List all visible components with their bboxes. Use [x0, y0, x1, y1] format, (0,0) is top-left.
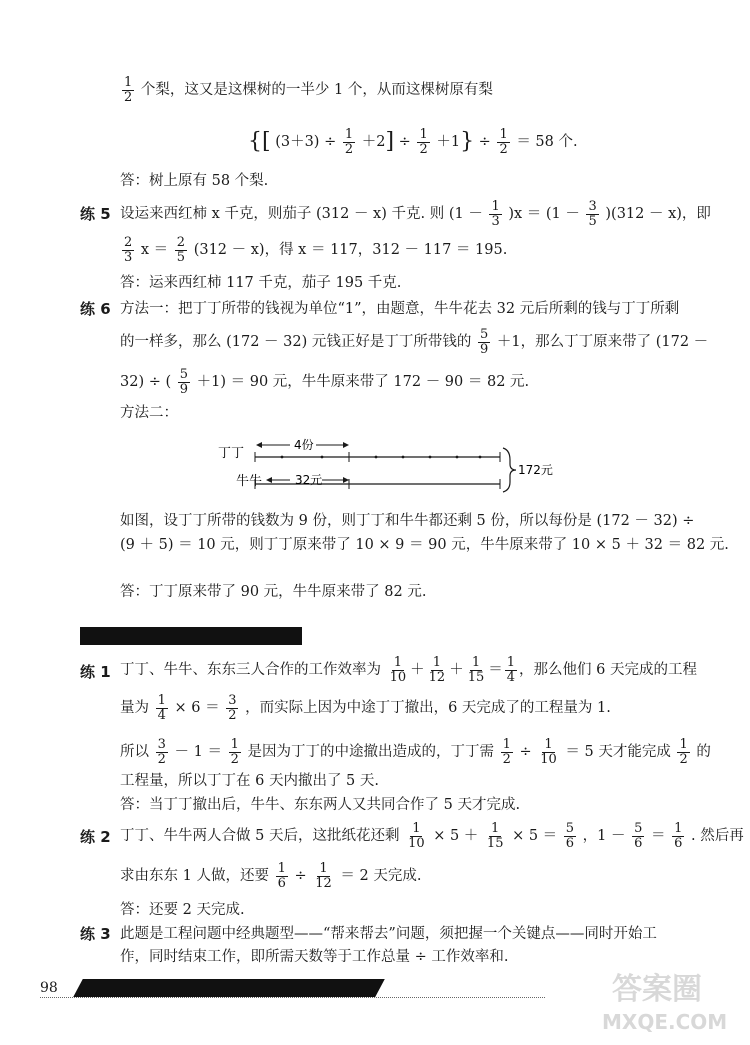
ex3-line-2: 作，同时结束工作，即所需天数等于工作总量 ÷ 工作效率和.	[120, 949, 509, 965]
total-brace	[503, 448, 516, 492]
total-label: 172元	[518, 463, 553, 477]
ex1-line-1: 丁丁、牛牛、东东三人合作的工作效率为 $\frac{1}{10}$ ＋ $\frac{1}{12}$ ＋ $\frac{1}{15}$ ＝ $\frac{1}{4}$ ，那么他们 6 天完成的工程	[120, 655, 697, 685]
formula-line: {[ (3＋3) ÷ $\frac{1}{2}$ ＋2] ÷ $\frac{1}{2}$ ＋1} ÷ $\frac{1}{2}$ ＝ 58 个.	[248, 127, 578, 157]
ex6-line-4: 如图，设丁丁所带的钱数为 9 份，则丁丁和牛牛都还剩 5 份，所以每份是 (172 － 32) ÷	[120, 513, 695, 529]
watermark-logo: 答案圈	[612, 972, 702, 1007]
ex6-line-2: 的一样多，那么 (172 － 32) 元钱正好是丁丁所带钱的 $\frac{5}{9}$ ＋1，那么丁丁原来带了 (172 －	[120, 327, 709, 357]
yuan32-label: 32元	[295, 473, 323, 487]
watermark-url: MXQE.COM	[602, 1010, 728, 1034]
ex1-line-4: 工程量，所以丁丁在 6 天内撤出了 5 天.	[120, 773, 379, 789]
ex1-answer: 答：当丁丁撤出后，牛牛、东东两人又共同合作了 5 天才完成.	[120, 797, 521, 813]
ex5-line-2: $\frac{2}{3}$ x ＝ $\frac{2}{5}$ (312 － x)，得 x ＝ 117，312 － 117 ＝ 195.	[124, 235, 508, 265]
answer-trees: 答：树上原有 58 个梨.	[120, 173, 269, 189]
ex6-answer: 答：丁丁原来带了 90 元，牛牛原来带了 82 元.	[120, 584, 427, 600]
ex6-line-5: (9 ＋ 5) ＝ 10 元，则丁丁原来带了 10 × 9 ＝ 90 元，牛牛原来带了 10 × 5 ＋ 32 ＝ 82 元.	[120, 537, 729, 553]
exercise-label: 练 6	[80, 300, 111, 318]
fraction: $\frac{1}{2}$	[124, 75, 133, 105]
exercise-label: 练 1	[80, 663, 111, 681]
ex5-answer: 答：运来西红柿 117 千克，茄子 195 千克.	[120, 275, 402, 291]
ex3-line-1: 此题是工程问题中经典题型——“帮来帮去”问题，须把握一个关键点——同时开始工	[120, 926, 657, 942]
ex6-line-3: 32) ÷ ( $\frac{5}{9}$ ＋1) ＝ 90 元，牛牛原来带了 172 － 90 ＝ 82 元.	[120, 367, 530, 397]
section-banner	[80, 627, 302, 645]
niuniu-label: 牛牛	[236, 474, 263, 489]
exercise-label: 练 3	[80, 925, 111, 943]
method-two-label: 方法二：	[120, 405, 178, 421]
ex2-answer: 答：还要 2 天完成.	[120, 902, 245, 918]
ex2-line-2: 求由东东 1 人做，还要 $\frac{1}{6}$ ÷ $\frac{1}{12}$ ＝ 2 天完成.	[120, 861, 422, 891]
footer-rule	[40, 997, 545, 998]
intro-text: 个梨，这又是这棵树的一半少 1 个，从而这棵树原有梨	[140, 82, 493, 99]
ex2-line-1: 丁丁、牛牛两人合做 5 天后，这批纸花还剩 $\frac{1}{10}$ × 5 ＋ $\frac{1}{15}$ × 5 ＝ $\frac{5}{6}$ ，1 － $\frac{5}{6}$ ＝ $\frac{1}{6}$ . 然后再	[120, 821, 744, 851]
page-number: 98	[40, 980, 58, 996]
ex6-line-1: 方法一：把丁丁所带的钱视为单位“1”，由题意，牛牛花去 32 元后所剩的钱与丁丁所剩	[120, 301, 680, 317]
segment-diagram	[210, 430, 570, 500]
dingding-label: 丁丁	[218, 446, 245, 461]
ex1-line-3: 所以 $\frac{3}{2}$ － 1 ＝ $\frac{1}{2}$ 是因为丁丁的中途撤出造成的，丁丁需 $\frac{1}{2}$ ÷ $\frac{1}{10}$ ＝ 5 天才能完成 $\frac{1}{2}$ 的	[120, 737, 711, 767]
footer-bar	[73, 979, 385, 997]
exercise-label: 练 5	[80, 205, 111, 223]
ex1-line-2: 量为 $\frac{1}{4}$ × 6 ＝ $\frac{3}{2}$ ，而实际上因为中途丁丁撤出，6 天完成了的工程量为 1.	[120, 693, 611, 723]
four-parts-label: 4份	[294, 438, 314, 452]
exercise-label: 练 2	[80, 828, 111, 846]
intro-line	[120, 76, 493, 104]
ex5-line-1: 设运来西红柿 x 千克，则茄子 (312 － x) 千克. 则 (1 － $\frac{1}{3}$ )x ＝ (1 － $\frac{3}{5}$ )(312 － x)，即	[120, 199, 711, 229]
